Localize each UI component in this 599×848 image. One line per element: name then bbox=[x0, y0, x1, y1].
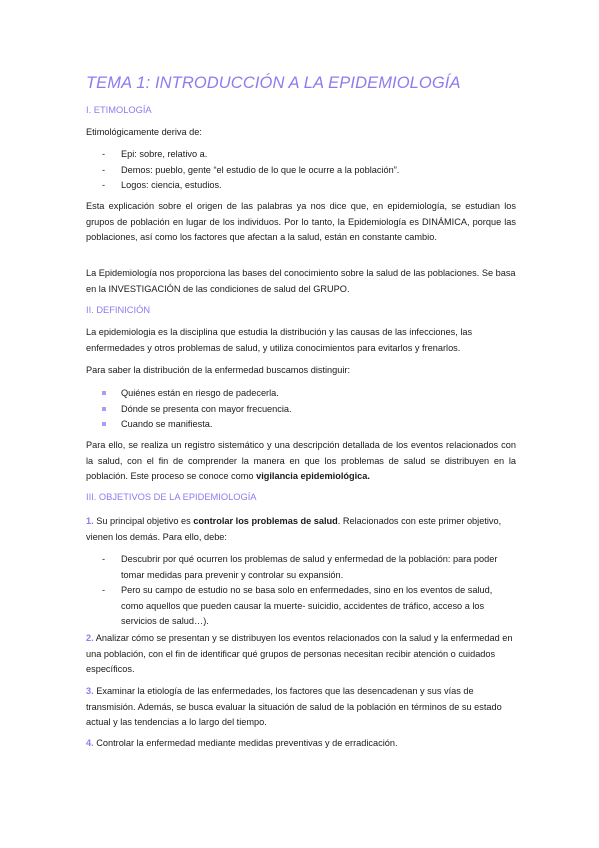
objective-4: 4. Controlar la enfermedad mediante medidas preventivas y de erradicación. bbox=[86, 738, 398, 748]
paragraph-etimologia-1: Esta explicación sobre el origen de las palabras ya nos dice que, en epidemiología, se estudian los grupos de población en lugar de los individuos. Por lo tanto, la Epidemiología es DINÁMICA, porque las poblaciones, así como los factores que afectan a la salud, están en constante cambio. bbox=[86, 201, 516, 243]
paragraph-definicion-1: La epidemiologia es la disciplina que estudia la distribución y las causas de las infecciones, las enfermedades y otros problemas de salud, y utiliza conocimientos para evitarlos y frenarlos. bbox=[86, 327, 473, 353]
objective-number: 1. bbox=[86, 516, 94, 526]
dash-bullet: - bbox=[102, 180, 106, 190]
list-item: Dónde se presenta con mayor frecuencia. bbox=[102, 402, 514, 418]
paragraph-etimologia-2: La Epidemiología nos proporciona las bases del conocimiento sobre la salud de las poblaciones. Se basa en la INVESTIGACIÓN de las condiciones de salud del GRUPO. bbox=[86, 268, 516, 294]
list-item: - Logos: ciencia, estudios. bbox=[102, 178, 514, 194]
square-bullet-icon bbox=[102, 422, 106, 426]
list-item: - Epi: sobre, relativo a. bbox=[102, 147, 514, 163]
paragraph-definicion-2: Para saber la distribución de la enfermedad buscamos distinguir: bbox=[86, 365, 351, 375]
dash-bullet: - bbox=[102, 554, 106, 564]
list-item: Cuando se manifiesta. bbox=[102, 417, 514, 433]
objective-number: 4. bbox=[86, 738, 94, 748]
list-item: - Descubrir por qué ocurren los problemas de salud y enfermedad de la población: para poder tomar medidas para prevenir y controlar su expansión. bbox=[102, 554, 498, 580]
objective-2: 2. Analizar cómo se presentan y se distribuyen los eventos relacionados con la salud y la enfermedad en una población, con el fin de identificar qué grupos de personas necesitan recibir atención o cuidados específicos. bbox=[86, 633, 513, 675]
objective-1: 1. Su principal objetivo es controlar los problemas de salud. Relacionados con este primer objetivo, vienen los demás. Para ello, debe: bbox=[86, 516, 502, 542]
square-bullet-icon bbox=[102, 391, 106, 395]
page-title: TEMA 1: INTRODUCCIÓN A LA EPIDEMIOLOGÍA bbox=[86, 74, 461, 92]
dash-bullet: - bbox=[102, 149, 106, 159]
bold-term: controlar los problemas de salud bbox=[193, 516, 338, 526]
objective-number: 3. bbox=[86, 686, 94, 696]
square-bullet-icon bbox=[102, 407, 106, 411]
section-heading-etimologia: I. ETIMOLOGÍA bbox=[86, 105, 152, 115]
objective-3: 3. Examinar la etiología de las enfermedades, los factores que las desencadenan y sus vías de transmisión. Además, se busca evaluar la situación de salud de la población en términos de su estado actual y las tendencias a lo largo del tiempo. bbox=[86, 686, 502, 728]
list-item: Quiénes están en riesgo de padecerla. bbox=[102, 386, 514, 402]
list-item: - Demos: pueblo, gente “el estudio de lo que le ocurre a la población”. bbox=[102, 163, 514, 179]
objective-number: 2. bbox=[86, 633, 94, 643]
section-heading-definicion: II. DEFINICIÓN bbox=[86, 305, 151, 315]
dash-bullet: - bbox=[102, 585, 106, 595]
section-heading-objetivos: III. OBJETIVOS DE LA EPIDEMIOLOGÍA bbox=[86, 492, 257, 502]
paragraph-definicion-3: Para ello, se realiza un registro sistemático y una descripción detallada de los eventos relacionados con la salud, con el fin de comprender la manera en que los problemas de salud se distribuyen en la población. Este proceso se conoce como vigilancia epidemiológica. bbox=[86, 440, 516, 482]
dash-bullet: - bbox=[102, 165, 106, 175]
paragraph-etimologia-intro: Etimológicamente deriva de: bbox=[86, 127, 202, 137]
bold-term: vigilancia epidemiológica. bbox=[256, 471, 370, 482]
list-item: - Pero su campo de estudio no se basa solo en enfermedades, sino en los eventos de salud, como aquellos que pueden causar la muerte- suicidio, accidentes de tráfico, acceso a los servicios de salud…). bbox=[102, 585, 493, 627]
